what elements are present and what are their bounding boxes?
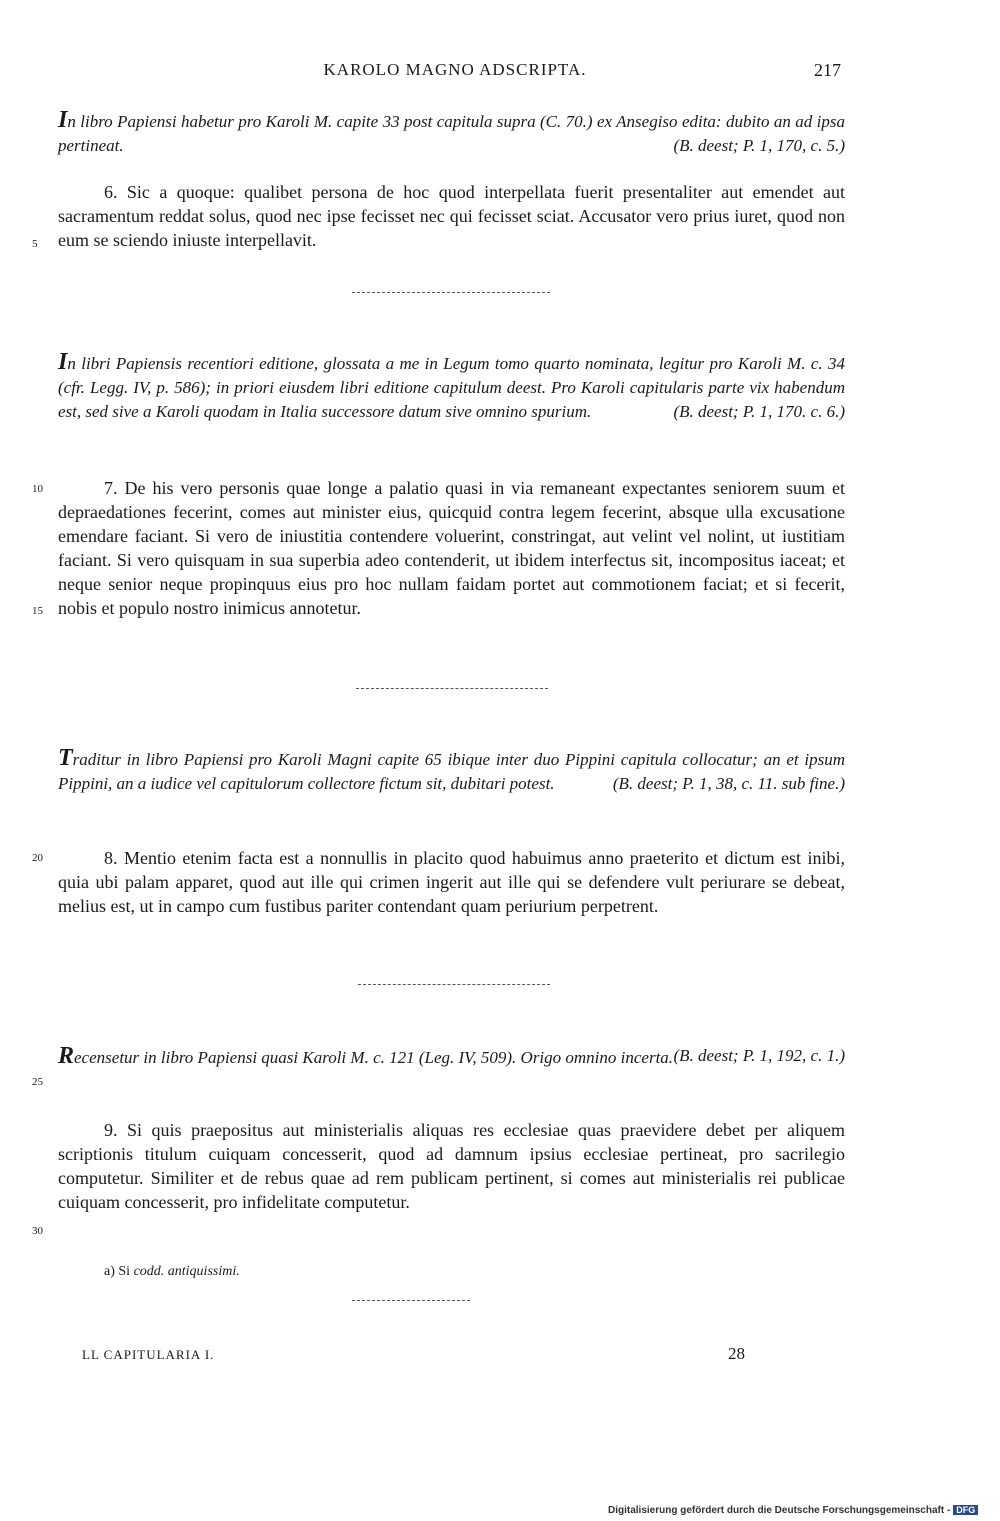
footnote-mark: a) Si — [104, 1264, 131, 1279]
line-number: 30 — [32, 1225, 43, 1237]
chapter-paragraph — [58, 180, 845, 252]
intro-text: n libro Papiensi habetur pro Karoli M. capite 33 post capitula supra (C. 70.) ex Ansegiso edita: dubito an ad ipsa pertineat. — [58, 112, 845, 155]
line-number: 10 — [32, 483, 43, 495]
line-number: 20 — [32, 852, 43, 864]
signature-mark: LL CAPITULARIA I. — [82, 1347, 215, 1362]
footnote — [104, 1264, 240, 1280]
paragraph-text: 8. Mentio etenim facta est a nonnullis in placito quod habuimus anno praeterito et dictum est inibi, quia ubi palam apparet, quod aut ille qui crimen ingerit aut ille qui se defendere vult periurare se debeat, melius est, ut in campo cum fustibus pariter contendant quam periurium perpetrent. — [58, 848, 845, 916]
section-divider — [358, 984, 550, 985]
section-divider — [352, 292, 550, 293]
intro-text: n libri Papiensis recentiori editione, glossata a me in Legum tomo quarto nominata, legitur pro Karoli M. c. 34 (cfr. Legg. IV, p. 586); in priori eiusdem libri editione capitulum deest. Pro Karoli capitularis parte vix habendum est, sed sive a Karoli quodam in Italia successore datum sive omnino spurium. — [58, 354, 845, 421]
paragraph-text: 9. Si quis praepositus aut ministerialis aliquas res ecclesiae quas praevidere debet per aliquem scriptionis titulum cuiquam concesserit, quod ad damnum ipsius ecclesiae pertineat, pro sacrilegio computetur. Similiter et de rebus quae ad rem publicam pertinent, si comes aut ministerialis rei publicae cuiquam concesserit, pro infidelitate computetur. — [58, 1120, 845, 1212]
drop-cap: I — [58, 107, 68, 133]
line-number: 5 — [32, 238, 38, 250]
chapter-paragraph — [58, 846, 845, 918]
paragraph-text: 7. De his vero personis quae longe a palatio quasi in via remaneant expectantes seniorem suum et depraedationes fecerint, comes aut minister eius, quicquid contra legem fecerint, absque ulla excusatione emendare faciant. Si vero de iniustitia contendere voluerint, constringat, aut velint vel nolint, ut iustitiam faciant. Si vero quisquam in sua superbia adeo contenderit, ut ibidem interfectus sit, incompositus iaceat; et neque senior neque propinquus eius pro hoc nullam faidam portet aut commotionem faciat; et si fecerit, nobis et populo nostro inimicus annotetur. — [58, 478, 845, 618]
section-intro — [58, 1044, 845, 1070]
digitization-credit — [608, 1505, 978, 1516]
intro-text: raditur in libro Papiensi pro Karoli Magni capite 65 ibique inter duo Pippini capitula collocatur; an et ipsum Pippini, an a iudice vel capitulorum collectore fictum sit, dubitari potest. — [58, 750, 845, 793]
section-intro — [58, 350, 845, 424]
drop-cap: T — [58, 745, 73, 771]
credit-text: Digitalisierung gefördert durch die Deutsche Forschungsgemeinschaft - — [608, 1505, 951, 1516]
intro-source: (B. deest; P. 1, 170, c. 5.) — [673, 136, 845, 155]
intro-text: ecensetur in libro Papiensi quasi Karoli M. c. 121 (Leg. IV, 509). Origo omnino incerta. — [74, 1048, 674, 1067]
line-number: 25 — [32, 1076, 43, 1088]
drop-cap: R — [58, 1043, 75, 1069]
drop-cap: I — [58, 349, 68, 375]
intro-source: (B. deest; P. 1, 170. c. 6.) — [673, 402, 845, 421]
chapter-paragraph — [58, 476, 845, 620]
chapter-paragraph — [58, 1118, 845, 1214]
page-number: 217 — [814, 60, 841, 80]
paragraph-text: 6. Sic a quoque: qualibet persona de hoc quod interpellata fuerit presentaliter aut emendet aut sacramentum reddat solus, quod nec ipse fecisset nec qui fecisset sciat. Accusator vero prius iuret, quod non eum se sciendo iniuste interpellavit. — [58, 182, 845, 250]
footnote-text: codd. antiquissimi. — [133, 1264, 240, 1279]
section-intro — [58, 746, 845, 796]
dfg-logo: DFG — [953, 1505, 978, 1515]
footnote-divider — [352, 1300, 470, 1301]
section-divider — [356, 688, 548, 689]
signature-number: 28 — [728, 1344, 745, 1363]
section-intro — [58, 108, 845, 158]
running-title: KAROLO MAGNO ADSCRIPTA. — [323, 60, 587, 79]
line-number: 15 — [32, 605, 43, 617]
intro-source: (B. deest; P. 1, 38, c. 11. sub fine.) — [612, 774, 845, 793]
intro-source: (B. deest; P. 1, 192, c. 1.) — [673, 1046, 845, 1065]
